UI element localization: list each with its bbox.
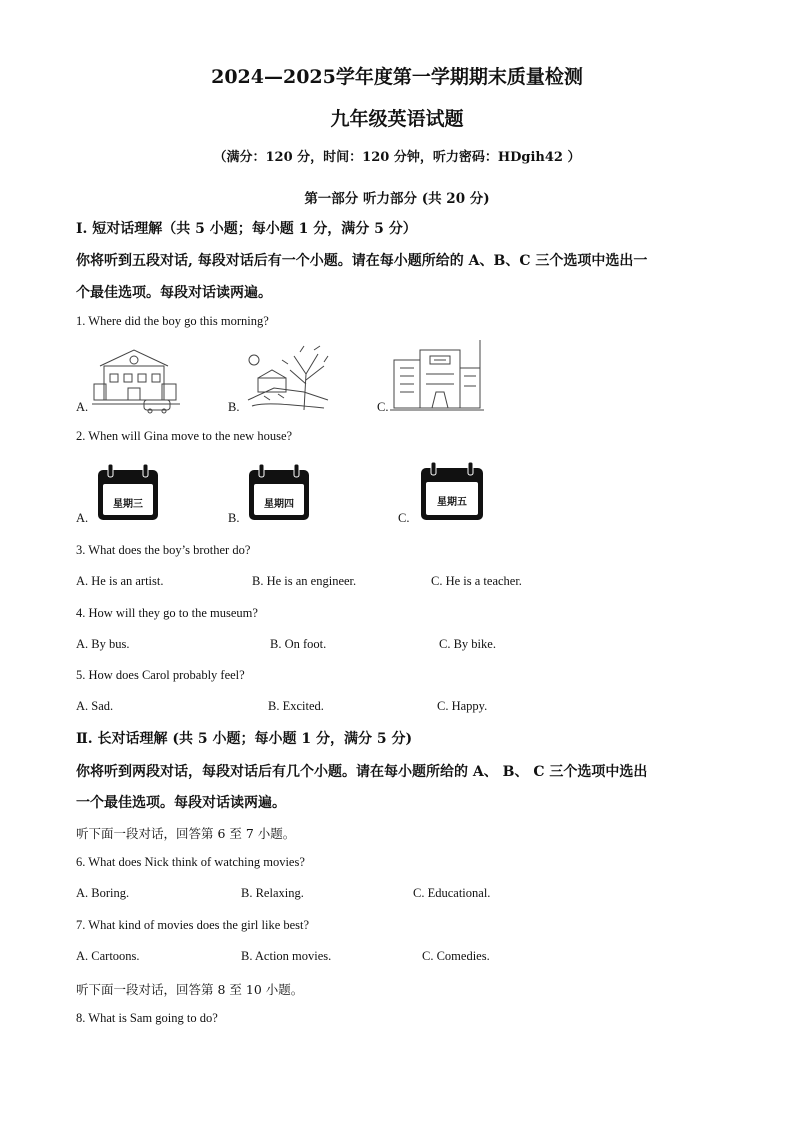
q7-option-b: B. Action movies. — [241, 949, 332, 963]
exam-meta: （满分：120 分，时间：120 分钟，听力密码：HDgih42 ） — [213, 150, 581, 165]
exam-subtitle: 九年级英语试题 — [330, 108, 464, 130]
q6-option-b: B. Relaxing. — [241, 886, 304, 900]
q7-option-a: A. Cartoons. — [76, 949, 140, 963]
dialogue-note-1: 听下面一段对话，回答第 6 至 7 小题。 — [76, 826, 296, 841]
q3-option-c: C. He is a teacher. — [431, 574, 522, 588]
q3-option-b: B. He is an engineer. — [252, 574, 357, 588]
question-8: 8. What is Sam going to do? — [76, 1011, 218, 1025]
q1-option-b-label: B. — [228, 400, 240, 414]
dialogue-note-2: 听下面一段对话，回答第 8 至 10 小题。 — [76, 982, 304, 997]
section2-instruction-line2: 一个最佳选项。每段对话读两遍。 — [76, 795, 286, 811]
q6-option-c: C. Educational. — [413, 886, 491, 900]
section1-instruction-line1: 你将听到五段对话, 每段对话后有一个小题。请在每小题所给的 A、B、C 三个选项中选出一 — [76, 253, 648, 269]
q1-option-c-label: C. — [377, 400, 389, 414]
q7-option-c: C. Comedies. — [422, 949, 490, 963]
calendar-label-a: 星期三 — [113, 499, 143, 510]
school-building-sketch-image — [390, 340, 484, 414]
section2-instruction-line1: 你将听到两段对话，每段对话后有几个小题。请在每小题所给的 A、 B、 C 三个选项中选出 — [76, 764, 648, 780]
q4-option-c: C. By bike. — [439, 637, 496, 651]
question-2: 2. When will Gina move to the new house? — [76, 429, 293, 443]
q2-option-c-label: C. — [398, 511, 410, 525]
calendar-label-c: 星期五 — [437, 497, 467, 508]
section1-instruction-line2: 个最佳选项。每段对话读两遍。 — [76, 285, 272, 301]
q5-option-c: C. Happy. — [437, 699, 488, 713]
question-4: 4. How will they go to the museum? — [76, 606, 258, 620]
q4-option-a: A. By bus. — [76, 637, 130, 651]
building-sketch-image — [90, 344, 182, 414]
q4-option-b: B. On foot. — [270, 637, 327, 651]
section1-heading: I. 短对话理解（共 5 小题；每小题 1 分，满分 5 分） — [76, 221, 417, 237]
q2-option-a-label: A. — [76, 511, 89, 525]
calendar-label-b: 星期四 — [264, 499, 294, 510]
question-7: 7. What kind of movies does the girl like best? — [76, 918, 310, 932]
q5-option-a: A. Sad. — [76, 699, 114, 713]
question-6: 6. What does Nick think of watching movies? — [76, 855, 305, 869]
q5-option-b: B. Excited. — [268, 699, 324, 713]
q3-option-a: A. He is an artist. — [76, 574, 164, 588]
q1-option-a-label: A. — [76, 400, 89, 414]
question-3: 3. What does the boy’s brother do? — [76, 543, 251, 557]
exam-title: 2024—2025学年度第一学期期末质量检测 — [211, 66, 583, 88]
section2-heading: Ⅱ. 长对话理解 (共 5 小题；每小题 1 分，满分 5 分) — [76, 731, 413, 747]
question-5: 5. How does Carol probably feel? — [76, 668, 245, 682]
part-heading: 第一部分 听力部分 (共 20 分) — [304, 191, 490, 207]
q6-option-a: A. Boring. — [76, 886, 130, 900]
question-1: 1. Where did the boy go this morning? — [76, 314, 269, 328]
q2-option-b-label: B. — [228, 511, 240, 525]
park-sketch-image — [244, 344, 330, 412]
